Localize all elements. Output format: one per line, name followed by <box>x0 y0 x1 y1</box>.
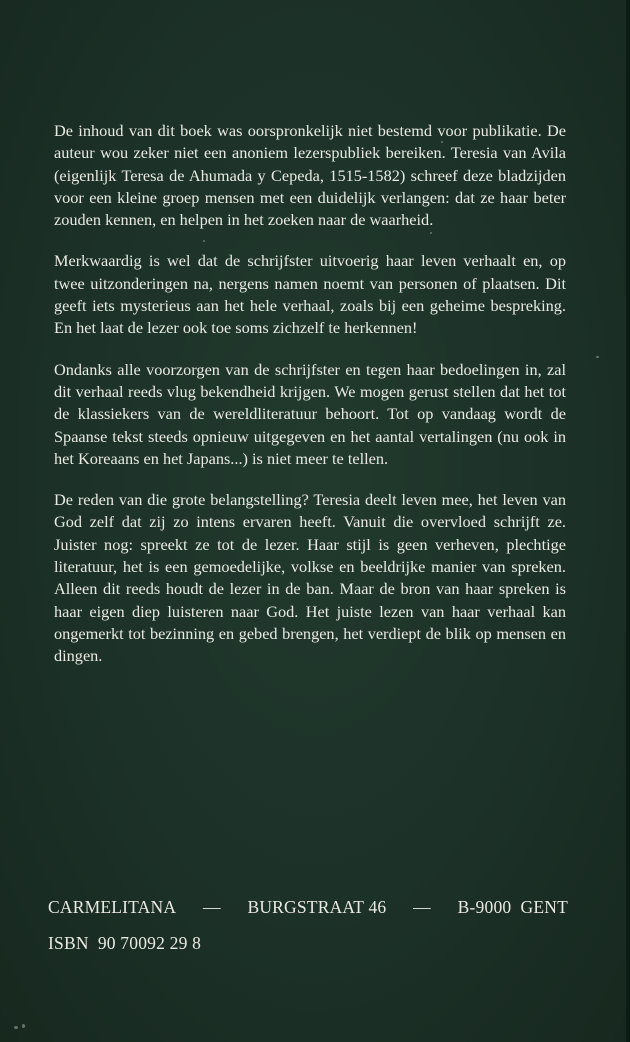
print-speck <box>14 1026 18 1029</box>
publisher-street: BURGSTRAAT 46 <box>247 897 387 917</box>
publisher-name: CARMELITANA <box>48 897 177 917</box>
publisher-line <box>48 896 568 918</box>
publisher-city: B-9000 GENT <box>457 897 568 917</box>
print-speck <box>22 1024 25 1028</box>
print-speck <box>441 141 443 143</box>
blurb-paragraph-1: De inhoud van dit boek was oorspronkelijk niet bestemd voor publikatie. De auteur wou zeker niet een anoniem lezerspubliek bereiken. Teresia van Avila (eigenlijk Teresa de Ahumada y Cepeda, 1515-1582) schreef deze bladzijden voor een kleine groep mensen met een duidelijk verlangen: dat ze haar beter zouden kennen, en helpen in het zoeken naar de waarheid. <box>54 121 566 230</box>
blurb-paragraph-4: De reden van die grote belangstelling? Teresia deelt leven mee, het leven van God zelf dat zij zo intens ervaren heeft. Vanuit die overvloed schrijft ze. Juister nog: spreekt ze tot de lezer. Haar stijl is geen verheven, plechtige literatuur, het is een gemoedelijke, volkse en beeldrijke manier van spreken. Alleen dit reeds houdt de lezer in de ban. Maar de bron van haar spreken is haar eigen diep luisteren naar God. Het juiste lezen van haar verhaal kan ongemerkt tot bezinning en gebed brengen, het verdiept de blik op mensen en dingen. <box>54 490 566 666</box>
print-speck <box>430 232 432 234</box>
isbn: ISBN 90 70092 29 8 <box>48 933 202 953</box>
print-speck <box>596 356 599 358</box>
blurb-text <box>54 120 566 687</box>
blurb-paragraph-3: Ondanks alle voorzorgen van de schrijfster en tegen haar bedoelingen in, zal dit verhaal reeds vlug bekendheid krijgen. We mogen gerust stellen dat het tot de klassiekers van de wereldliteratuur behoort. Tot op vandaag wordt de Spaanse tekst steeds opnieuw uitgegeven en het aantal vertalingen (nu ook in het Koreaans en het Japans...) is niet meer te tellen. <box>54 359 566 468</box>
publisher-separator-2: — <box>413 897 431 917</box>
blurb-paragraph-2: Merkwaardig is wel dat de schrijfster uitvoerig haar leven verhaalt en, op twee uitzonderingen na, nergens namen noemt van personen of plaatsen. Dit geeft iets mysterieus aan het hele verhaal, zoals bij een geheime bespreking. En het laat de lezer ook toe soms zichzelf te herkennen! <box>54 251 566 338</box>
publisher-separator-1: — <box>202 897 221 917</box>
print-speck <box>203 240 205 242</box>
